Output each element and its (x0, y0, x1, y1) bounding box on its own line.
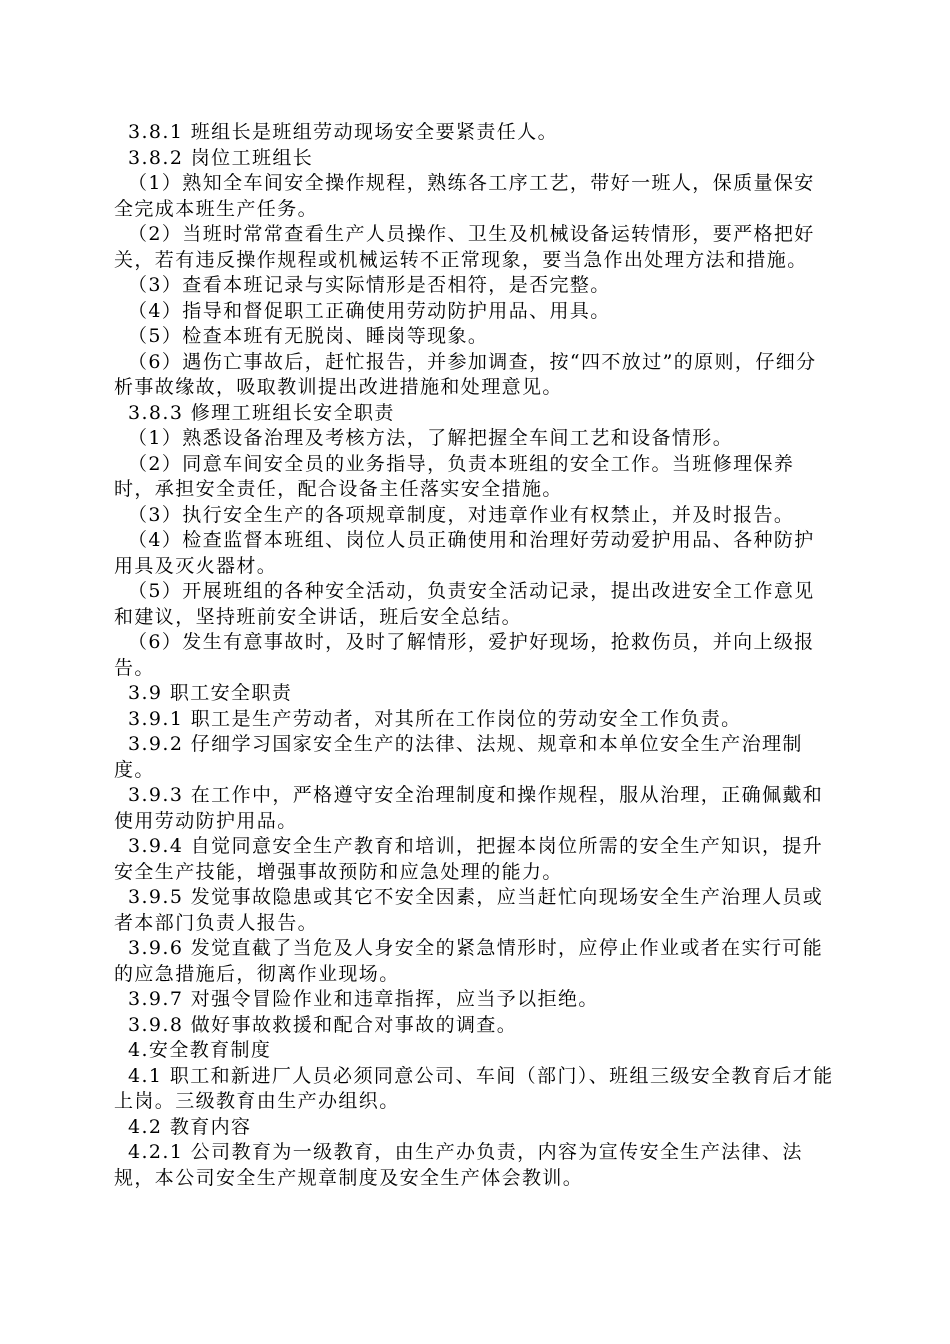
paragraph: （1）熟悉设备治理及考核方法，了解把握全车间工艺和设备情形。 (128, 427, 734, 449)
paragraph: 3.9.7 对强令冒险作业和违章指挥，应当予以拒绝。 (128, 988, 599, 1010)
paragraph: （3）执行安全生产的各项规章制度，对违章作业有权禁止，并及时报告。 (128, 503, 795, 526)
paragraph: （4）检查监督本班组、岗位人员正确使用和治理好劳动爱护用品、各种防护用具及灭火器材。 (114, 529, 815, 577)
paragraph: （4）指导和督促职工正确使用劳动防护用品、用具。 (128, 299, 611, 322)
paragraph: 3.9.1 职工是生产劳动者，对其所在工作岗位的劳动安全工作负责。 (128, 707, 742, 730)
paragraph: （2）同意车间安全员的业务指导，负责本班组的安全工作。当班修理保养时，承担安全责任，配合设备主任落实安全措施。 (114, 452, 795, 500)
paragraph: （2）当班时常常查看生产人员操作、卫生及机械设备运转情形，要严格把好关，若有违反操作规程或机械运转不正常现象，要当急作出处理方法和措施。 (114, 223, 815, 271)
section-heading: 3.8.2 岗位工班组长 (128, 146, 314, 169)
section-heading: 4.2 教育内容 (128, 1115, 252, 1138)
paragraph: （5）检查本班有无脱岗、睡岗等现象。 (128, 325, 489, 347)
paragraph: 3.9.3 在工作中，严格遵守安全治理制度和操作规程，服从治理，正确佩戴和使用劳动防护用品。 (114, 784, 824, 832)
paragraph: （3）查看本班记录与实际情形是否相符，是否完整。 (128, 274, 611, 296)
paragraph: 3.9.5 发觉事故隐患或其它不安全因素，应当赶忙向现场安全生产治理人员或者本部门负责人报告。 (114, 886, 824, 934)
paragraph: 3.9.4 自觉同意安全生产教育和培训，把握本岗位所需的安全生产知识，提升安全生产技能，增强事故预防和应急处理的能力。 (114, 835, 824, 883)
section-heading: 4.安全教育制度 (128, 1039, 272, 1061)
section-heading: 3.9 职工安全职责 (128, 682, 293, 704)
paragraph: 3.8.1 班组长是班组劳动现场安全要紧责任人。 (128, 121, 558, 143)
paragraph: 3.9.8 做好事故救援和配合对事故的调查。 (128, 1013, 518, 1036)
paragraph: 3.9.2 仔细学习国家安全生产的法律、法规、规章和本单位安全生产治理制度。 (114, 733, 803, 781)
section-heading: 3.8.3 修理工班组长安全职责 (128, 401, 395, 424)
paragraph: （1）熟知全车间安全操作规程，熟练各工序工艺，带好一班人，保质量保安全完成本班生产任务。 (114, 172, 815, 220)
paragraph: （6）遇伤亡事故后，赶忙报告，并参加调查，按“四不放过”的原则，仔细分析事故缘故，吸取教训提出改进措施和处理意见。 (114, 350, 817, 398)
paragraph: （6）发生有意事故时，及时了解情形，爱护好现场，抢救伤员，并向上级报告。 (114, 631, 815, 679)
paragraph: 4.1 职工和新进厂人员必须同意公司、车间（部门）、班组三级安全教育后才能上岗。三级教育由生产办组织。 (114, 1064, 834, 1112)
paragraph: 4.2.1 公司教育为一级教育，由生产办负责，内容为宣传安全生产法律、法规，本公司安全生产规章制度及安全生产体会教训。 (114, 1141, 803, 1189)
paragraph: （5）开展班组的各种安全活动，负责安全活动记录，提出改进安全工作意见和建议，坚持班前安全讲话，班后安全总结。 (114, 580, 815, 628)
document-page (114, 120, 834, 1191)
paragraph: 3.9.6 发觉直截了当危及人身安全的紧急情形时，应停止作业或者在实行可能的应急措施后，彻离作业现场。 (114, 937, 824, 985)
